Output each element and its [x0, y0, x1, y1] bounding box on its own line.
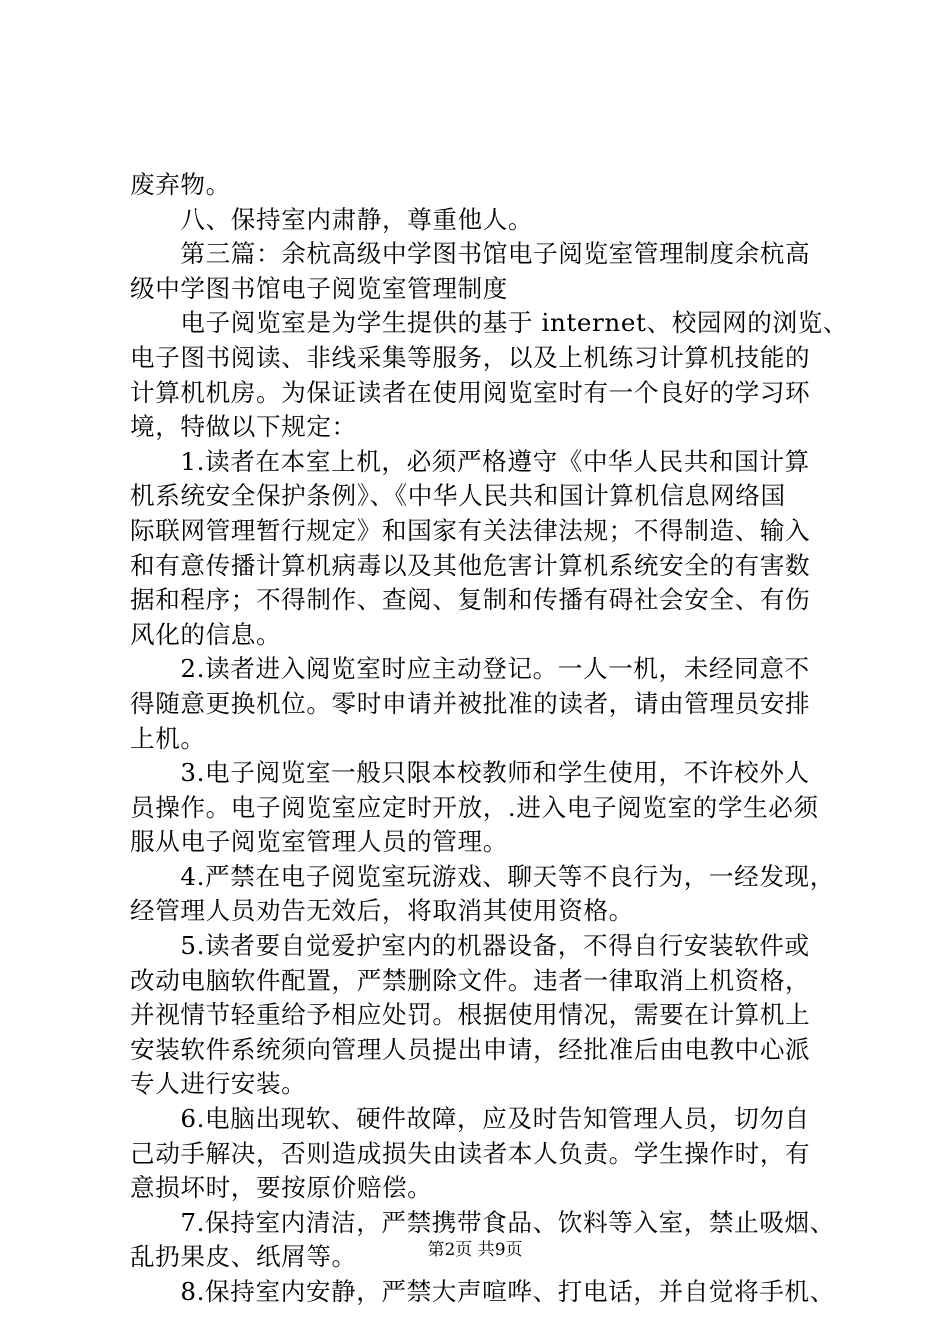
text-line: 安装软件系统须向管理人员提出申请，经批准后由电教中心派	[130, 1034, 811, 1064]
text-line: 计算机机房。为保证读者在使用阅览室时有一个良好的学习环	[130, 377, 811, 407]
text-line: 风化的信息。	[130, 619, 282, 649]
text-line: 第三篇：余杭高级中学图书馆电子阅览室管理制度余杭高	[130, 239, 811, 269]
text-line: 电子阅览室是为学生提供的基于 internet、校园网的浏览、	[130, 308, 849, 338]
text-line: 3.电子阅览室一般只限本校教师和学生使用，不许校外人	[130, 758, 810, 788]
text-line: 乱扔果皮、纸屑等。	[130, 1242, 357, 1272]
text-line: 级中学图书馆电子阅览室管理制度	[130, 273, 508, 303]
page-footer	[0, 1239, 950, 1261]
text-line: 废弃物。	[130, 170, 231, 199]
page-number-label: 第2页 共9页	[427, 1240, 523, 1260]
text-line: 得随意更换机位。零时申请并被批准的读者，请由管理员安排	[130, 688, 811, 718]
text-line: 改动电脑软件配置，严禁删除文件。违者一律取消上机资格，	[130, 965, 811, 995]
document-body	[130, 168, 849, 1310]
text-line: 经管理人员劝告无效后，将取消其使用资格。	[130, 896, 634, 926]
text-line: 机系统安全保护条例》、《中华人民共和国计算机信息网络国	[130, 481, 786, 511]
text-line: 4.严禁在电子阅览室玩游戏、聊天等不良行为，一经发现，	[130, 861, 835, 891]
text-line: 电子图书阅读、非线采集等服务，以及上机练习计算机技能的	[130, 342, 811, 372]
text-line: 服从电子阅览室管理人员的管理。	[130, 827, 508, 857]
text-line: 6.电脑出现软、硬件故障，应及时告知管理人员，切勿自	[130, 1104, 810, 1134]
text-line: 7.保持室内清洁，严禁携带食品、饮料等入室，禁止吸烟、	[130, 1207, 835, 1237]
text-line: 专人进行安装。	[130, 1069, 307, 1099]
text-line: 己动手解决，否则造成损失由读者本人负责。学生操作时，有	[130, 1138, 811, 1168]
text-line: 1.读者在本室上机，必须严格遵守《中华人民共和国计算	[130, 446, 810, 476]
text-line: 据和程序；不得制作、查阅、复制和传播有碍社会安全、有伤	[130, 585, 811, 615]
text-line: 和有意传播计算机病毒以及其他危害计算机系统安全的有害数	[130, 550, 811, 580]
text-line: 意损坏时，要按原价赔偿。	[130, 1173, 433, 1203]
text-line: 上机。	[130, 723, 206, 753]
text-line: 2.读者进入阅览室时应主动登记。一人一机，未经同意不	[130, 654, 810, 684]
text-line: 员操作。电子阅览室应定时开放，.进入电子阅览室的学生必须	[130, 792, 819, 822]
text-line: 并视情节轻重给予相应处罚。根据使用情况，需要在计算机上	[130, 1000, 811, 1030]
text-line: 八、保持室内肃静，尊重他人。	[130, 204, 534, 234]
text-line: 境，特做以下规定：	[130, 412, 357, 442]
text-line: 5.读者要自觉爱护室内的机器设备，不得自行安装软件或	[130, 931, 810, 961]
text-line: 8.保持室内安静，严禁大声喧哗、打电话，并自觉将手机、	[130, 1277, 835, 1306]
text-line: 际联网管理暂行规定》和国家有关法律法规；不得制造、输入	[130, 515, 811, 545]
